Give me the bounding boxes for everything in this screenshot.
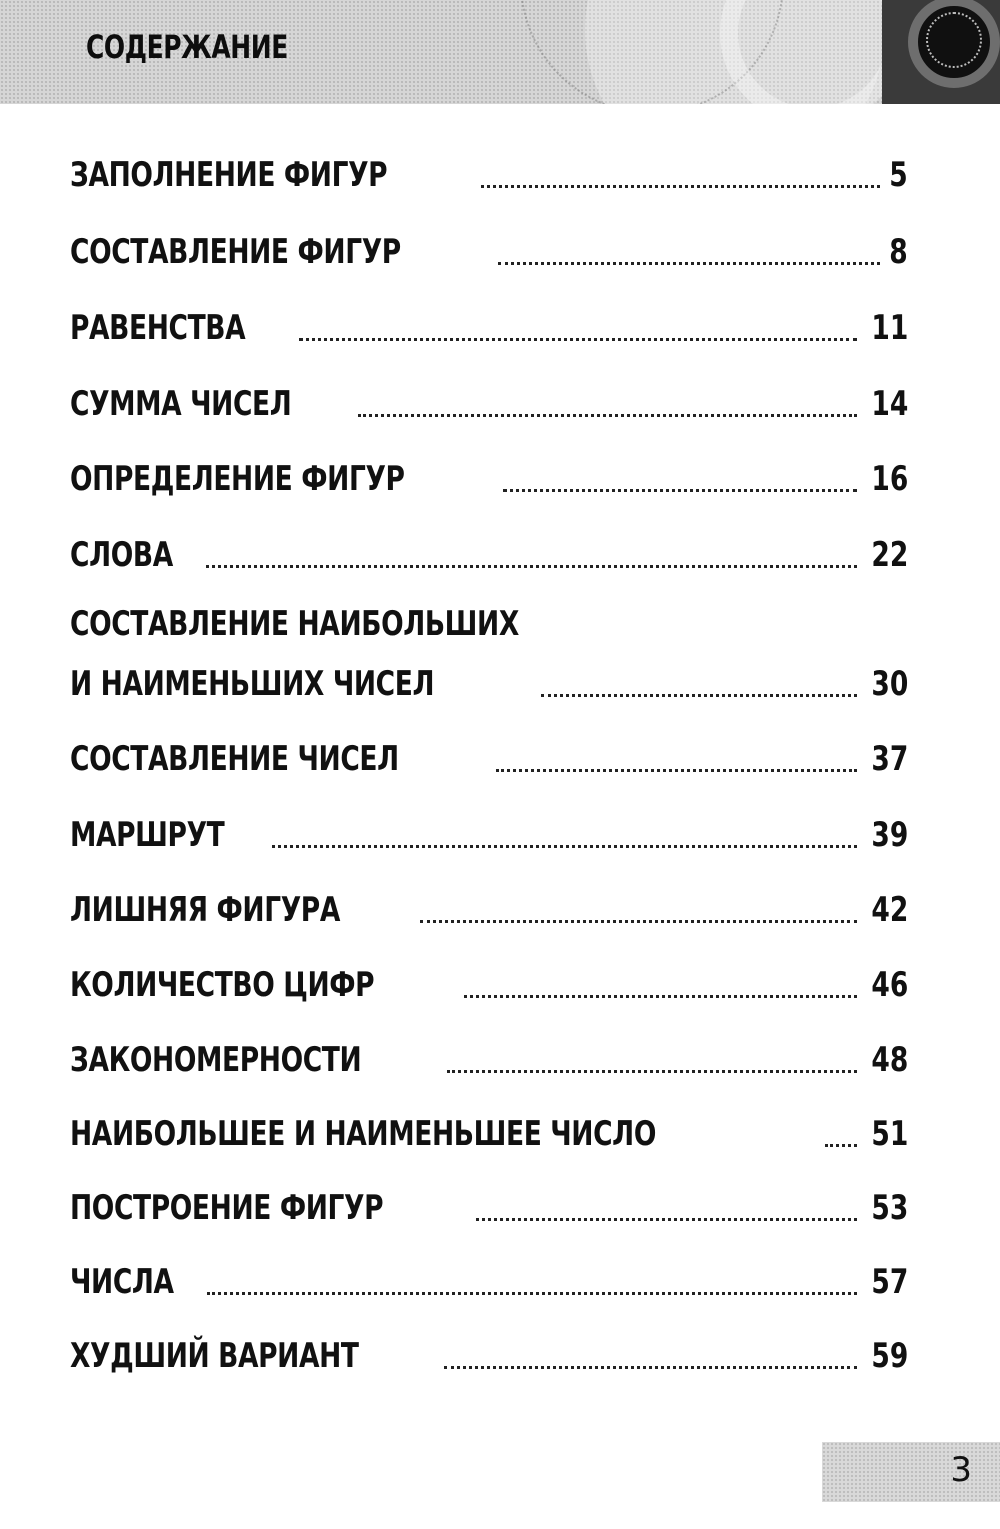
- toc-entry-page: 8: [889, 232, 908, 272]
- header-band: [0, 0, 1000, 104]
- toc-entry-page: 39: [871, 815, 908, 855]
- toc-entry[interactable]: [70, 965, 908, 1005]
- toc-entry[interactable]: [70, 155, 908, 195]
- toc-entry-title: ПОСТРОЕНИЕ ФИГУР: [70, 1188, 384, 1228]
- toc-entry-page: 11: [871, 308, 908, 348]
- toc-dot-leader: [481, 185, 881, 188]
- toc-entry-page: 14: [871, 384, 908, 424]
- toc-entry[interactable]: [70, 890, 908, 930]
- toc-dot-leader: [299, 338, 857, 341]
- toc-entry-title: МАРШРУТ: [70, 815, 225, 855]
- toc-entry-title: КОЛИЧЕСТВО ЦИФР: [70, 965, 375, 1005]
- toc-entry[interactable]: [70, 1114, 908, 1154]
- toc-entry-title: ЧИСЛА: [70, 1262, 174, 1302]
- page-title: СОДЕРЖАНИЕ: [86, 28, 288, 66]
- toc-dot-leader: [272, 845, 857, 848]
- toc-entry[interactable]: [70, 1040, 908, 1080]
- toc-dot-leader: [206, 565, 857, 568]
- toc-dot-leader: [541, 694, 857, 697]
- toc-entry-page: 59: [871, 1336, 908, 1376]
- decorative-ring: [720, 0, 906, 104]
- toc-entry-title: И НАИМЕНЬШИХ ЧИСЕЛ: [70, 664, 435, 704]
- toc-dot-leader: [444, 1366, 857, 1369]
- toc-dot-leader: [420, 920, 857, 923]
- toc-entry[interactable]: [70, 308, 908, 348]
- toc-dot-leader: [476, 1218, 857, 1221]
- toc-entry[interactable]: [70, 739, 908, 779]
- toc-dot-leader: [358, 414, 857, 417]
- toc-entry-title: ЛИШНЯЯ ФИГУРА: [70, 890, 340, 930]
- toc-entry-title: СОСТАВЛЕНИЕ ЧИСЕЛ: [70, 739, 399, 779]
- toc-entry[interactable]: [70, 232, 908, 272]
- toc-entry-page: 30: [871, 664, 908, 704]
- toc-entry-title: ОПРЕДЕЛЕНИЕ ФИГУР: [70, 459, 405, 499]
- toc-entry-page: 37: [871, 739, 908, 779]
- toc-dot-leader: [825, 1144, 856, 1147]
- toc-dot-leader: [207, 1292, 857, 1295]
- toc-entry-page: 53: [871, 1188, 908, 1228]
- toc-dot-leader: [503, 489, 857, 492]
- toc-entry-page: 16: [871, 459, 908, 499]
- toc-entry-title: ЗАПОЛНЕНИЕ ФИГУР: [70, 155, 388, 195]
- toc-entry-title: СУММА ЧИСЕЛ: [70, 384, 292, 424]
- toc-entry[interactable]: [70, 815, 908, 855]
- toc-entry-page: 51: [871, 1114, 908, 1154]
- toc-dot-leader: [496, 769, 857, 772]
- toc-entry-title: СОСТАВЛЕНИЕ ФИГУР: [70, 232, 401, 272]
- page-number-band: [822, 1442, 1000, 1502]
- corner-dotted-circle: [926, 12, 982, 68]
- toc-dot-leader: [498, 262, 880, 265]
- corner-decoration: [882, 0, 1000, 104]
- toc-entry-title: НАИБОЛЬШЕЕ И НАИМЕНЬШЕЕ ЧИСЛО: [70, 1114, 656, 1154]
- toc-entry[interactable]: [70, 535, 908, 575]
- toc-entry-title: ЗАКОНОМЕРНОСТИ: [70, 1040, 362, 1080]
- toc-entry-page: 5: [889, 155, 908, 195]
- toc-entry-title-line1: СОСТАВЛЕНИЕ НАИБОЛЬШИХ: [70, 604, 519, 644]
- page-number: 3: [950, 1450, 972, 1490]
- toc-entry-title: РАВЕНСТВА: [70, 308, 246, 348]
- toc-dot-leader: [447, 1070, 856, 1073]
- toc-entry[interactable]: [70, 1262, 908, 1302]
- toc-entry[interactable]: [70, 1188, 908, 1228]
- toc-entry[interactable]: [70, 1336, 908, 1376]
- toc-entry[interactable]: [70, 459, 908, 499]
- toc-entry-page: 48: [871, 1040, 908, 1080]
- toc-entry[interactable]: [70, 664, 908, 704]
- toc-entry-title: СЛОВА: [70, 535, 173, 575]
- toc-entry-page: 57: [871, 1262, 908, 1302]
- toc-entry-page: 42: [871, 890, 908, 930]
- toc-entry-page: 22: [871, 535, 908, 575]
- toc-dot-leader: [464, 995, 857, 998]
- toc-entry[interactable]: [70, 384, 908, 424]
- toc-entry-page: 46: [871, 965, 908, 1005]
- toc-entry-title: ХУДШИЙ ВАРИАНТ: [70, 1336, 359, 1376]
